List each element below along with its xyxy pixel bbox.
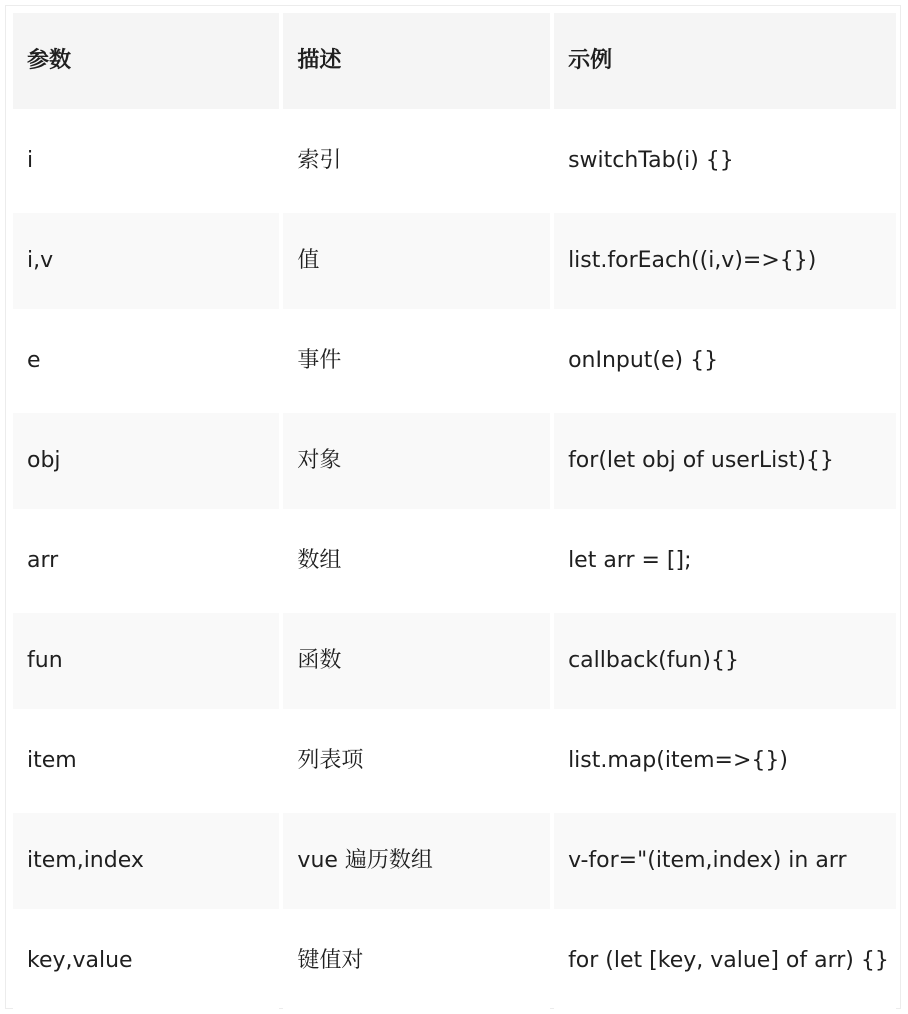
example-cell: list.forEach((i,v)=>{}) <box>554 213 896 309</box>
parameter-table <box>9 9 900 1013</box>
description-cell: 事件 <box>283 313 550 409</box>
description-cell: 键值对 <box>283 913 550 1009</box>
example-cell: for(let obj of userList){} <box>554 413 896 509</box>
param-cell: item <box>13 713 279 809</box>
description-cell: 数组 <box>283 513 550 609</box>
example-cell: switchTab(i) {} <box>554 113 896 209</box>
param-cell: e <box>13 313 279 409</box>
example-cell: for (let [key, value] of arr) {} <box>554 913 896 1009</box>
example-cell: callback(fun){} <box>554 613 896 709</box>
param-cell: i <box>13 113 279 209</box>
description-cell: 值 <box>283 213 550 309</box>
description-cell: 列表项 <box>283 713 550 809</box>
description-cell: 索引 <box>283 113 550 209</box>
table-row <box>13 913 896 1009</box>
table-row <box>13 313 896 409</box>
table-row <box>13 413 896 509</box>
table-row <box>13 513 896 609</box>
param-cell: fun <box>13 613 279 709</box>
table-header <box>13 13 896 109</box>
table-row <box>13 813 896 909</box>
example-cell: v-for="(item,index) in arr <box>554 813 896 909</box>
param-cell: item,index <box>13 813 279 909</box>
param-cell: i,v <box>13 213 279 309</box>
table-row <box>13 613 896 709</box>
header-row <box>13 13 896 109</box>
header-cell-description: 描述 <box>283 13 550 109</box>
example-cell: let arr = []; <box>554 513 896 609</box>
example-cell: onInput(e) {} <box>554 313 896 409</box>
description-cell: vue 遍历数组 <box>283 813 550 909</box>
table-body <box>13 113 896 1009</box>
header-cell-example: 示例 <box>554 13 896 109</box>
param-cell: arr <box>13 513 279 609</box>
table-container <box>5 5 901 1009</box>
header-cell-param: 参数 <box>13 13 279 109</box>
param-cell: key,value <box>13 913 279 1009</box>
description-cell: 对象 <box>283 413 550 509</box>
table-row <box>13 113 896 209</box>
description-cell: 函数 <box>283 613 550 709</box>
param-cell: obj <box>13 413 279 509</box>
table-row <box>13 713 896 809</box>
table-row <box>13 213 896 309</box>
example-cell: list.map(item=>{}) <box>554 713 896 809</box>
